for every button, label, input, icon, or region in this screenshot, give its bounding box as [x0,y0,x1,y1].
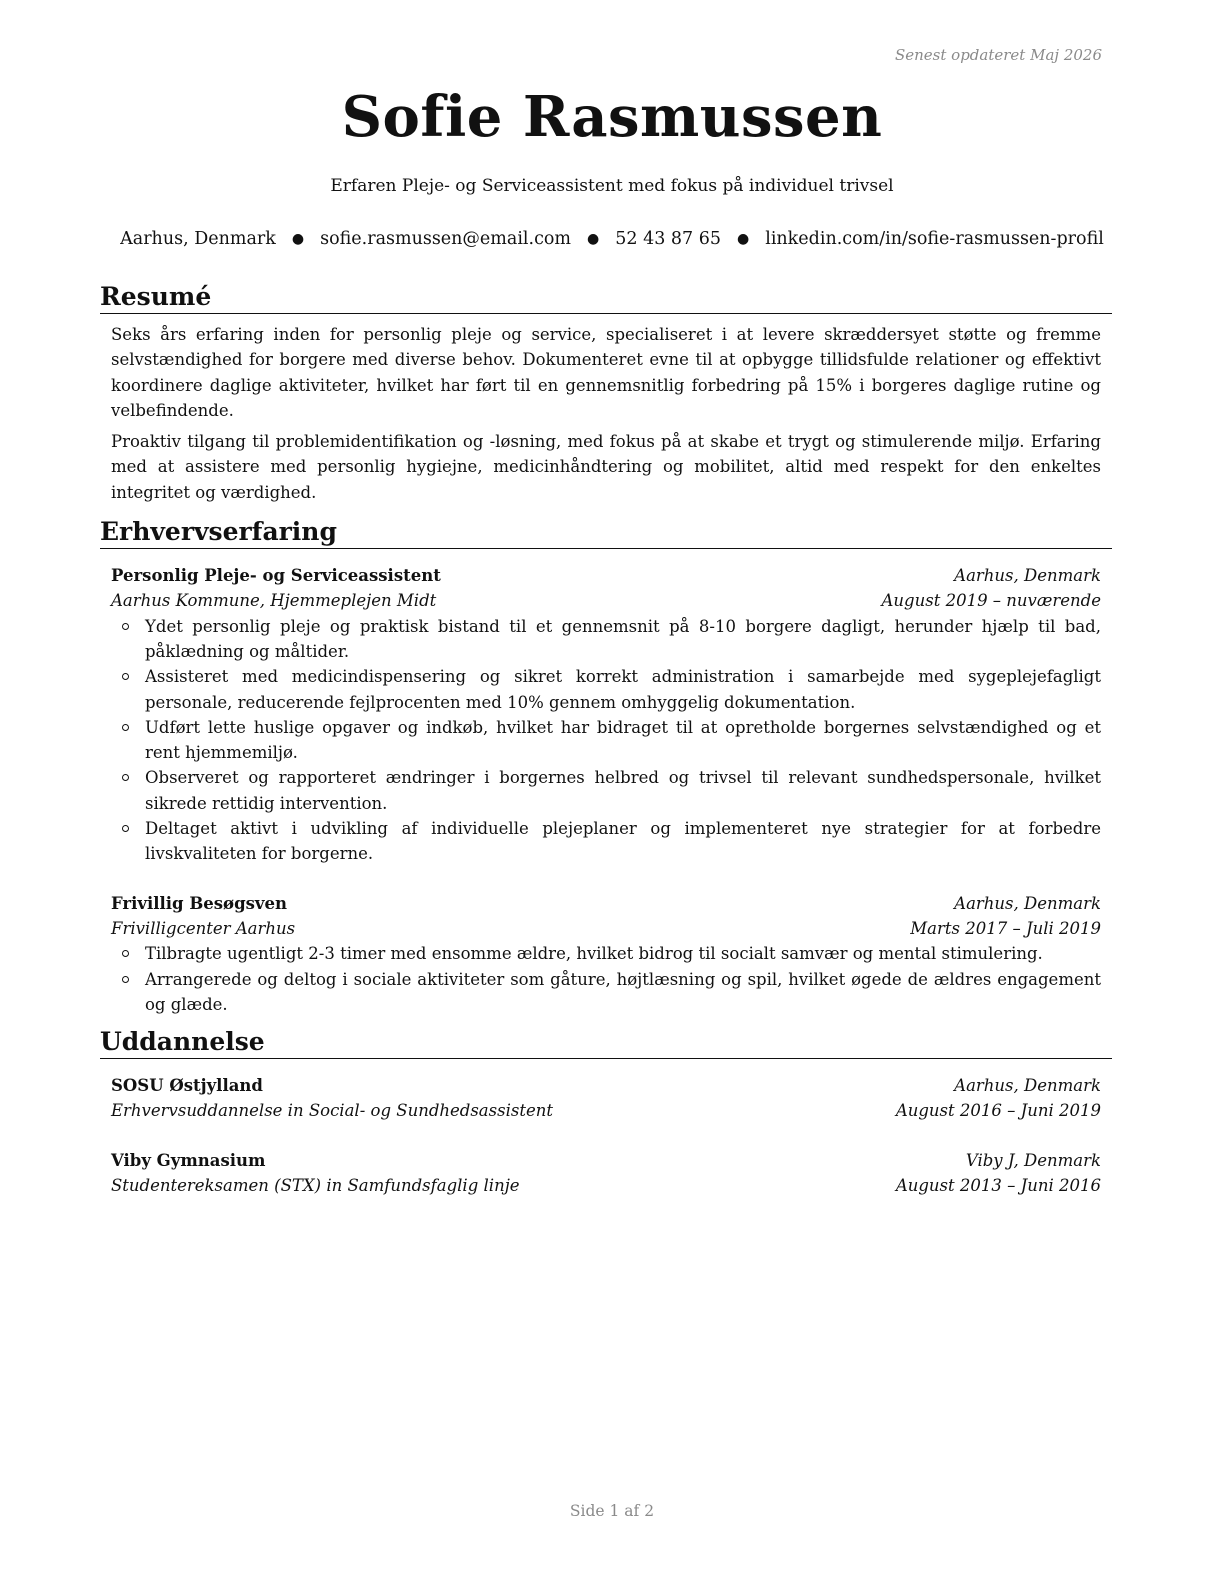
list-item: Arrangerede og deltog i sociale aktiviteter som gåture, højtlæsning og spil, hvilket øgede de ældres engagement og glæde. [111,967,1101,1018]
school-dates: August 2016 – Juni 2019 [895,1101,1101,1121]
contact-location: Aarhus, Denmark [120,229,276,249]
contact-line [0,229,1224,249]
education-section [100,1027,1112,1218]
list-item: Tilbragte ugentligt 2-3 timer med ensomme ældre, hvilket bidrog til socialt samvær og mental stimulering. [111,941,1101,966]
list-item: Udført lette huslige opgaver og indkøb, hvilket har bidraget til at opretholde borgernes selvstændighed og et rent hjemmemiljø. [111,715,1101,766]
school-degree: Erhvervsuddannelse in Social- og Sundhedsassistent [111,1101,553,1121]
education-entry [111,1073,1101,1124]
summary-heading: Resumé [100,282,1112,314]
contact-email-link[interactable]: sofie.rasmussen@email.com [320,229,572,249]
school-location: Aarhus, Denmark [954,1076,1101,1096]
contact-linkedin-link[interactable]: linkedin.com/in/sofie-rasmussen-profil [765,229,1104,249]
circle-bullet-icon [122,724,129,731]
summary-section [100,282,1112,517]
summary-paragraph: Seks års erfaring inden for personlig pleje og service, specialiseret i at levere skræddersyet støtte og fremme selvstændighed for borgere med diverse behov. Dokumenteret evne til at opbygge tillidsfulde relationer og effektivt koordinere daglige aktiviteter, hvilket har ført til en gennemsnitlig forbedring på 15% i borgeres daglige rutine og velbefindende. [111,325,1101,420]
school-name: Viby Gymnasium [111,1150,266,1170]
job-entry [111,563,1101,867]
school-location: Viby J, Denmark [965,1150,1101,1170]
job-employer: Aarhus Kommune, Hjemmeplejen Midt [111,591,437,611]
job-location: Aarhus, Denmark [954,893,1101,913]
page-number: Side 1 af 2 [569,1502,655,1520]
last-updated-note: Senest opdateret Maj 2026 [894,46,1102,64]
job-bullets [111,614,1101,867]
job-employer: Frivilligcenter Aarhus [111,918,296,938]
experience-section [100,517,1112,1027]
school-dates: August 2013 – Juni 2016 [895,1176,1101,1196]
circle-bullet-icon [122,825,129,832]
candidate-name: Sofie Rasmussen [341,84,883,150]
summary-paragraph: Proaktiv tilgang til problemidentifikation og -løsning, med fokus på at skabe et trygt og stimulerende miljø. Erfaring med at assistere med personlig hygiejne, medicinhåndtering og mobilitet, altid med respekt for den enkeltes integritet og værdighed. [111,432,1101,502]
job-dates: August 2019 – nuværende [881,591,1101,611]
circle-bullet-icon [122,623,129,630]
education-entry [111,1148,1101,1199]
job-title: Personlig Pleje- og Serviceassistent [111,566,441,586]
circle-bullet-icon [122,673,129,680]
school-name: SOSU Østjylland [111,1076,263,1096]
candidate-tagline: Erfaren Pleje- og Serviceassistent med fokus på individuel trivsel [330,176,894,196]
job-location: Aarhus, Denmark [954,566,1101,586]
bullet-separator-icon: ● [291,231,305,247]
job-bullets [111,941,1101,1017]
job-dates: Marts 2017 – Juli 2019 [910,918,1101,938]
school-degree: Studentereksamen (STX) in Samfundsfaglig linje [111,1176,520,1196]
resume-content [100,282,1112,1218]
list-item: Observeret og rapporteret ændringer i borgernes helbred og trivsel til relevant sundhedspersonale, hvilket sikrede rettidig intervention. [111,765,1101,816]
list-item: Ydet personlig pleje og praktisk bistand til et gennemsnit på 8-10 borgere dagligt, herunder hjælp til bad, påklædning og måltider. [111,614,1101,665]
job-entry [111,891,1101,1017]
experience-heading: Erhvervserfaring [100,517,1112,549]
contact-phone[interactable]: 52 43 87 65 [615,229,721,249]
list-item: Deltaget aktivt i udvikling af individuelle plejeplaner og implementeret nye strategier for at forbedre livskvaliteten for borgerne. [111,816,1101,867]
circle-bullet-icon [122,976,129,983]
bullet-separator-icon: ● [737,231,750,247]
job-title: Frivillig Besøgsven [111,893,287,913]
circle-bullet-icon [122,774,129,781]
education-heading: Uddannelse [100,1027,1112,1059]
circle-bullet-icon [122,950,129,957]
bullet-separator-icon: ● [587,231,600,247]
list-item: Assisteret med medicindispensering og sikret korrekt administration i samarbejde med sygeplejefagligt personale, reducerende fejlprocenten med 10% gennem omhyggelig dokumentation. [111,664,1101,715]
